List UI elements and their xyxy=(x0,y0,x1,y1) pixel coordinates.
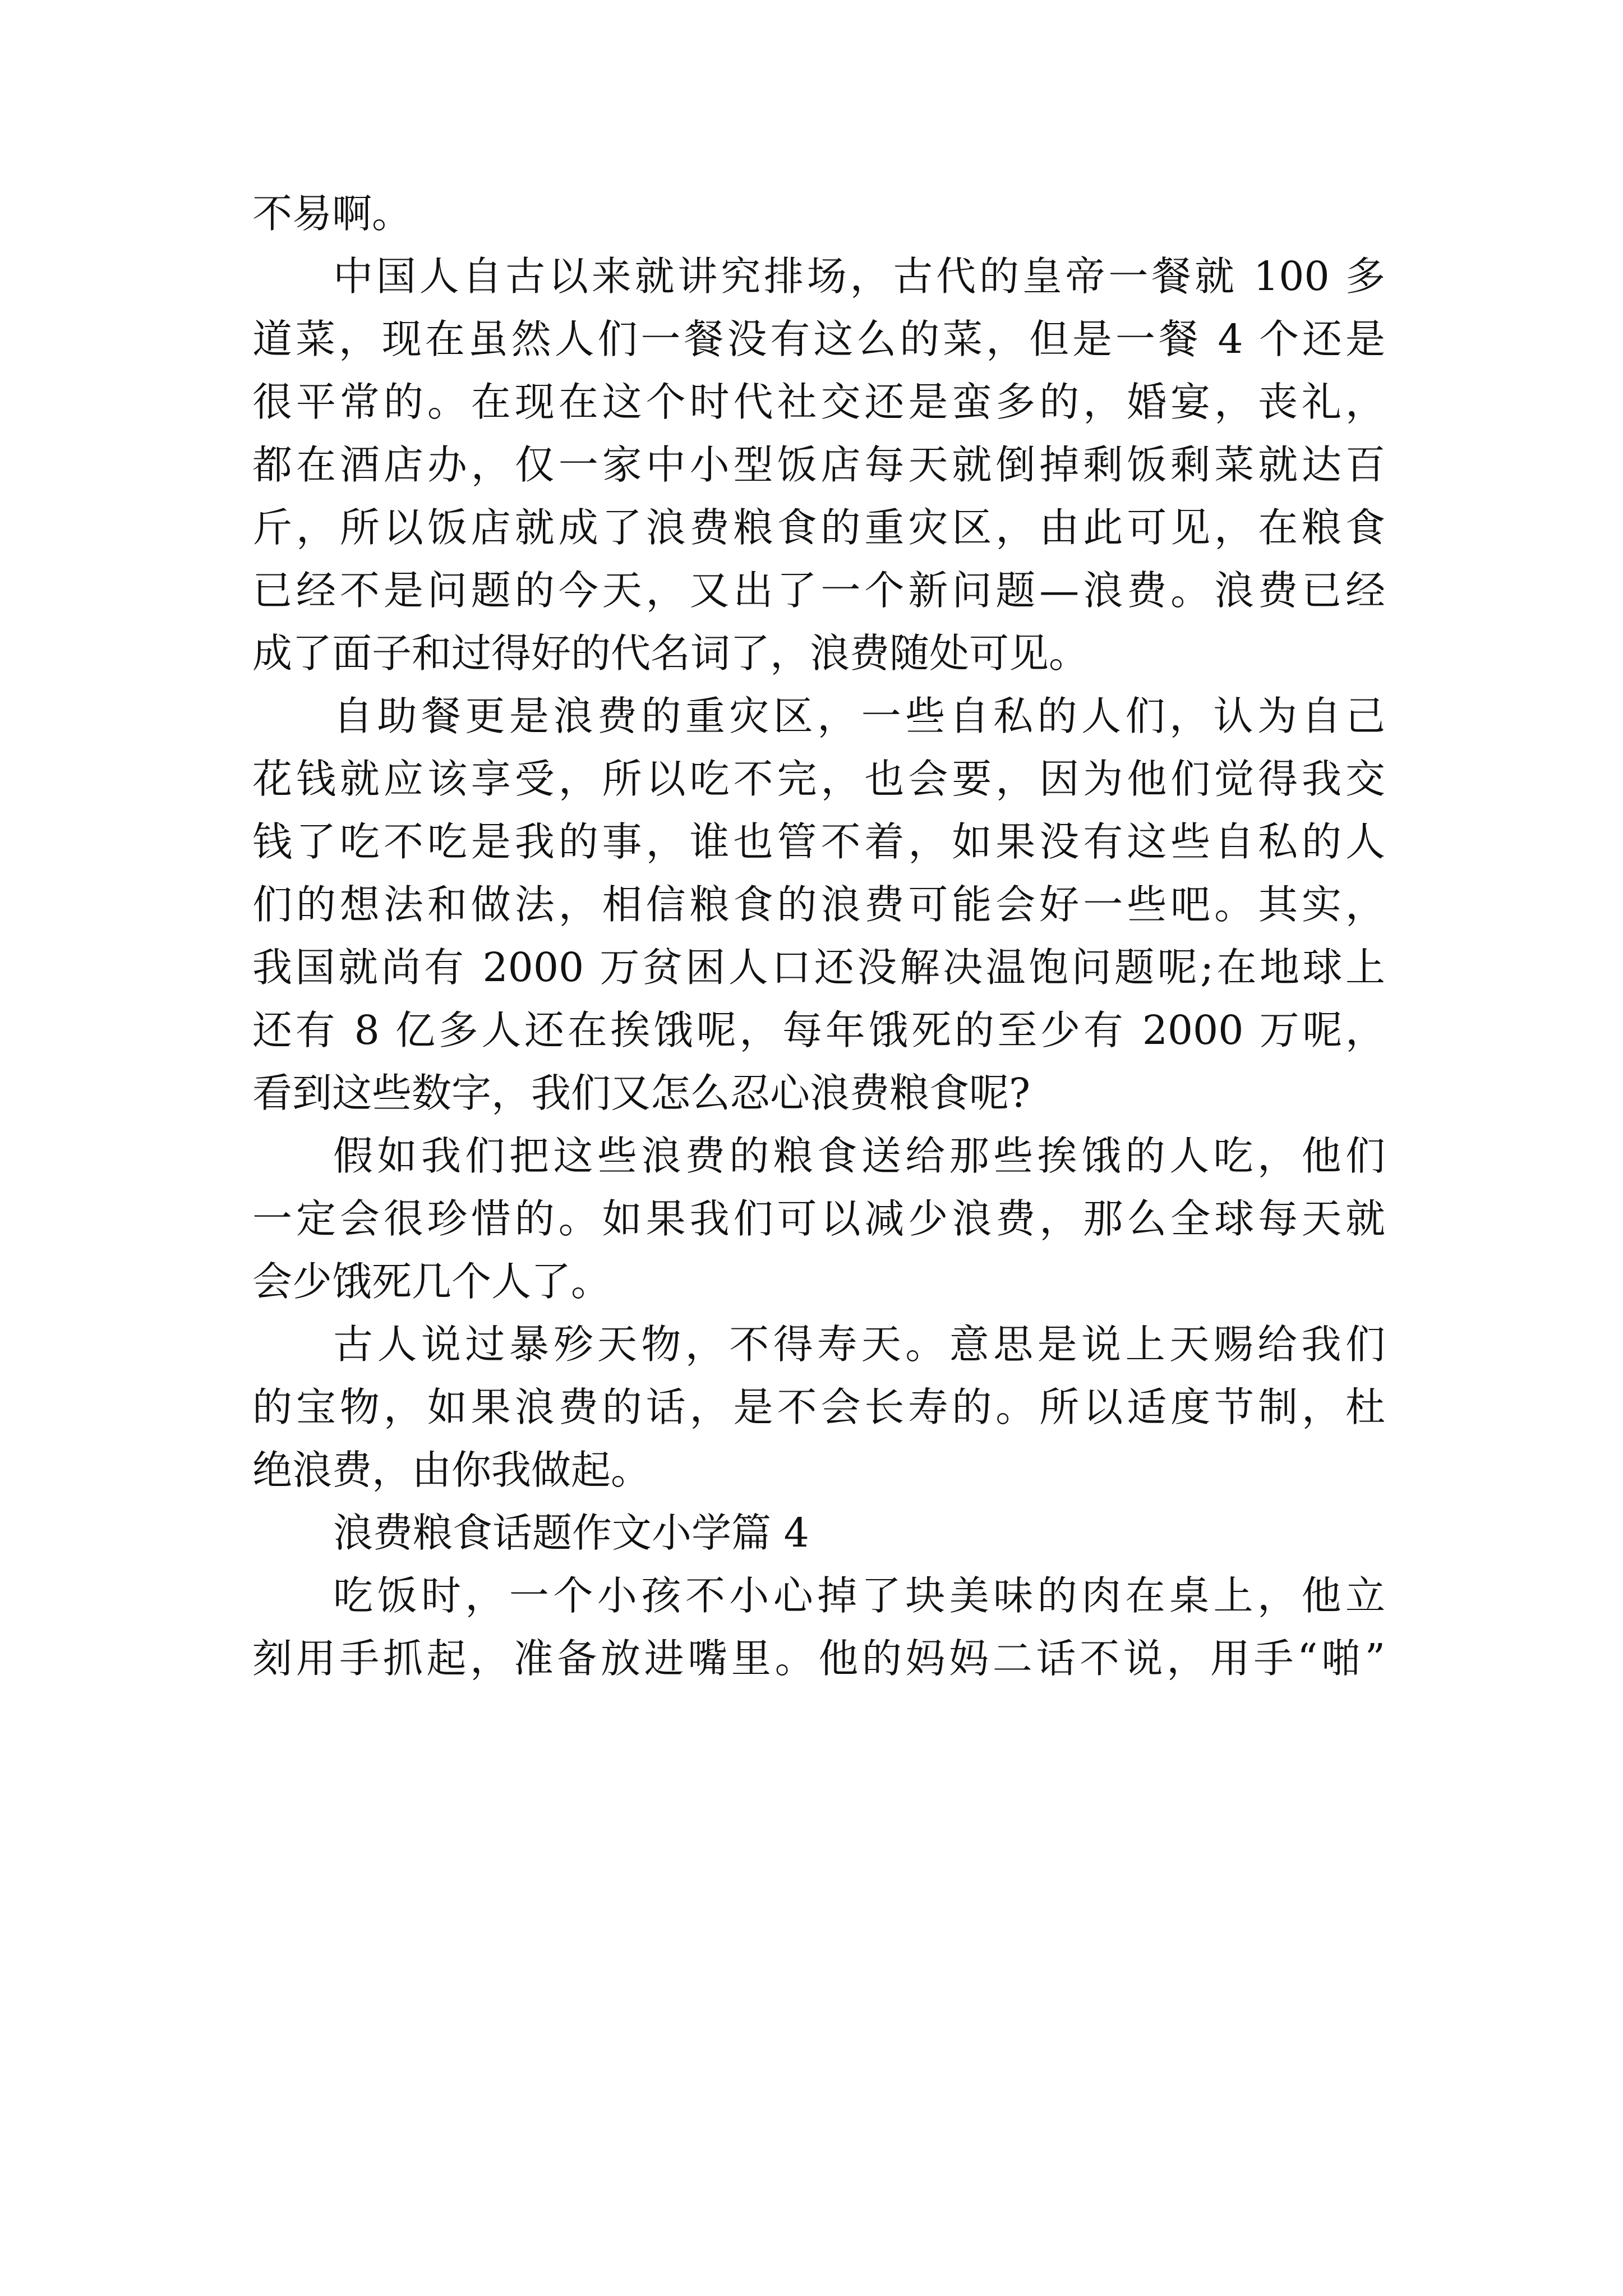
text-line: 道菜，现在虽然人们一餐没有这么的菜，但是一餐 4 个还是 xyxy=(252,316,1385,362)
text-line: 钱了吃不吃是我的事，谁也管不着，如果没有这些自私的人 xyxy=(252,818,1385,865)
text-line: 会少饿死几个人了。 xyxy=(252,1258,611,1305)
text-line: 成了面子和过得好的代名词了，浪费随处可见。 xyxy=(252,630,1089,677)
paragraph-first-line: 假如我们把这些浪费的粮食送给那些挨饿的人吃，他们 xyxy=(333,1133,1385,1179)
paragraph-first-line: 吃饭时，一个小孩不小心掉了块美味的肉在桌上，他立 xyxy=(333,1572,1385,1619)
paragraph-first-line: 中国人自古以来就讲究排场，古代的皇帝一餐就 100 多 xyxy=(333,253,1385,300)
text-line: 我国就尚有 2000 万贫困人口还没解决温饱问题呢;在地球上 xyxy=(252,944,1385,991)
text-line: 花钱就应该享受，所以吃不完，也会要，因为他们觉得我交 xyxy=(252,756,1385,802)
section-heading: 浪费粮食话题作文小学篇 4 xyxy=(333,1510,809,1556)
text-line: 们的想法和做法，相信粮食的浪费可能会好一些吧。其实， xyxy=(252,881,1385,928)
text-line: 看到这些数字，我们又怎么忍心浪费粮食呢? xyxy=(252,1070,1031,1116)
text-line: 一定会很珍惜的。如果我们可以减少浪费，那么全球每天就 xyxy=(252,1195,1385,1242)
text-line: 很平常的。在现在这个时代社交还是蛮多的，婚宴，丧礼， xyxy=(252,379,1385,425)
document-body xyxy=(252,182,1385,1690)
paragraph-first-line: 古人说过暴殄天物，不得寿天。意思是说上天赐给我们 xyxy=(333,1321,1385,1368)
text-line: 斤，所以饭店就成了浪费粮食的重灾区，由此可见，在粮食 xyxy=(252,504,1385,551)
text-line: 的宝物，如果浪费的话，是不会长寿的。所以适度节制，杜 xyxy=(252,1384,1385,1430)
text-line: 已经不是问题的今天，又出了一个新问题—浪费。浪费已经 xyxy=(252,567,1385,614)
paragraph-first-line: 自助餐更是浪费的重灾区，一些自私的人们，认为自己 xyxy=(333,693,1385,739)
text-line: 刻用手抓起，准备放进嘴里。他的妈妈二话不说，用手“啪” xyxy=(252,1635,1385,1682)
text-line: 都在酒店办，仅一家中小型饭店每天就倒掉剩饭剩菜就达百 xyxy=(252,441,1385,488)
text-line: 还有 8 亿多人还在挨饿呢，每年饿死的至少有 2000 万呢， xyxy=(252,1007,1385,1053)
text-line: 绝浪费，由你我做起。 xyxy=(252,1447,651,1493)
text-line: 不易啊。 xyxy=(252,190,412,237)
